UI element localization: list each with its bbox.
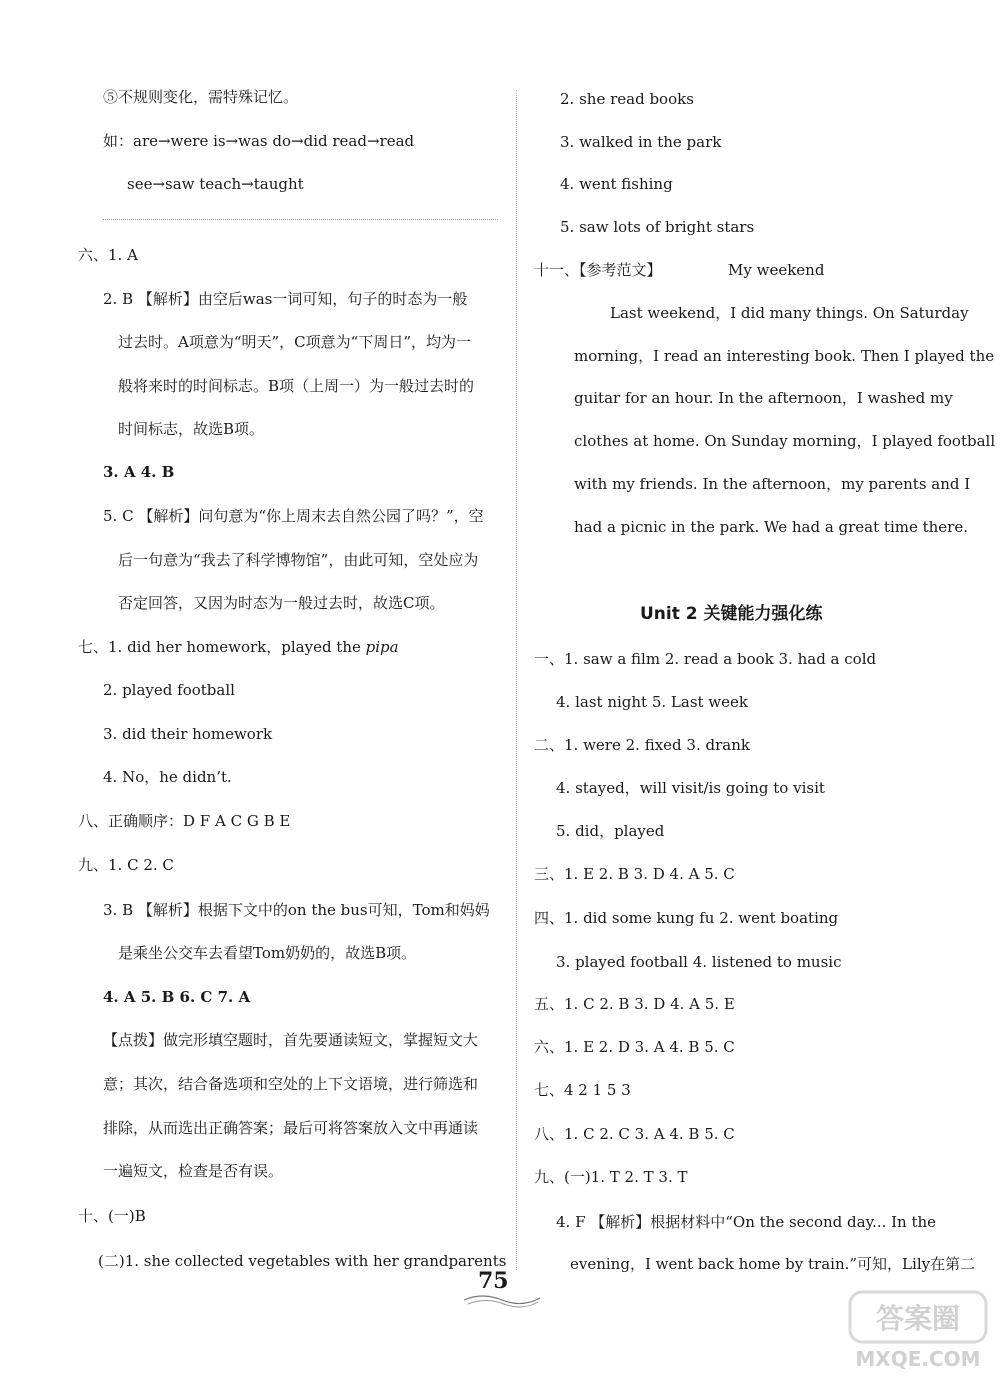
unit2-answer-4-cont: 3. played football 4. listened to music bbox=[556, 953, 842, 971]
unit2-answer-6: 六、1. E 2. D 3. A 4. B 5. C bbox=[534, 1038, 735, 1056]
unit2-answer-7: 七、4 2 1 5 3 bbox=[534, 1081, 631, 1099]
answer-6-2-cont: 时间标志，故选B项。 bbox=[118, 420, 265, 438]
unit2-answer-9-4-cont: evening，I went back home by train.”可知，Lily在第二 bbox=[570, 1255, 976, 1273]
unit2-answer-3: 三、1. E 2. B 3. D 4. A 5. C bbox=[534, 865, 735, 883]
answer-7-1-italic: pipa bbox=[365, 638, 399, 656]
answer-6-3-4: 3. A 4. B bbox=[103, 463, 175, 481]
tip-text-cont: 排除，从而选出正确答案；最后可将答案放入文中再通读 bbox=[103, 1119, 479, 1137]
essay-line: guitar for an hour. In the afternoon，I washed my bbox=[574, 389, 953, 407]
answer-9-4-7: 4. A 5. B 6. C 7. A bbox=[103, 988, 251, 1006]
wave-ornament-icon bbox=[462, 1290, 542, 1308]
answer-6-2: 2. B 【解析】由空后was一词可知，句子的时态为一般 bbox=[103, 290, 468, 308]
answer-6-1: 六、1. A bbox=[78, 246, 138, 264]
answer-7-3: 3. did their homework bbox=[103, 725, 273, 743]
unit2-answer-4: 四、1. did some kung fu 2. went boating bbox=[534, 909, 839, 927]
watermark-url: MXQE.COM bbox=[855, 1347, 981, 1371]
irregular-rule: ⑤不规则变化，需特殊记忆。 bbox=[103, 88, 299, 106]
unit2-answer-1: 一、1. saw a film 2. read a book 3. had a cold bbox=[534, 650, 877, 668]
essay-line: morning，I read an interesting book. Then I played the bbox=[574, 347, 995, 365]
answer-6-5-cont: 否定回答，又因为时态为一般过去时，故选C项。 bbox=[118, 594, 445, 612]
answer-7-1 bbox=[78, 636, 399, 658]
unit2-answer-2-cont: 4. stayed，will visit/is going to visit bbox=[556, 779, 825, 797]
answer-6-2-cont: 般将来时的时间标志。B项（上周一）为一般过去时的 bbox=[118, 377, 475, 395]
tip-text-cont: 一遍短文，检查是否有误。 bbox=[103, 1162, 284, 1180]
essay-line: had a picnic in the park. We had a great time there. bbox=[574, 518, 968, 536]
unit2-answer-9-4: 4. F 【解析】根据材料中“On the second day... In the bbox=[556, 1213, 937, 1231]
irregular-examples-2: see→saw teach→taught bbox=[127, 175, 304, 193]
answer-10-1: 十、(一)B bbox=[78, 1207, 146, 1225]
tip-text: 【点拨】做完形填空题时，首先要通读短文，掌握短文大 bbox=[103, 1031, 479, 1049]
answer-10-2-3: 3. walked in the park bbox=[560, 133, 722, 151]
answer-6-2-cont: 过去时。A项意为“明天”，C项意为“下周日”，均为一 bbox=[118, 333, 471, 351]
unit2-answer-9: 九、(一)1. T 2. T 3. T bbox=[534, 1168, 688, 1186]
answer-10-2-2: 2. she read books bbox=[560, 90, 694, 108]
sample-essay-title: My weekend bbox=[728, 261, 825, 279]
answer-10-2-5: 5. saw lots of bright stars bbox=[560, 218, 755, 236]
sample-essay-label: 十一、【参考范文】 bbox=[534, 261, 662, 279]
unit-heading: Unit 2 关键能力强化练 bbox=[640, 604, 823, 624]
answer-7-1-text: 七、1. did her homework，played the bbox=[78, 638, 366, 656]
answer-7-4: 4. No，he didn’t. bbox=[103, 768, 232, 786]
answer-9-3: 3. B 【解析】根据下文中的on the bus可知，Tom和妈妈 bbox=[103, 901, 490, 919]
answer-10-2: (二)1. she collected vegetables with her grandparents bbox=[98, 1252, 507, 1270]
watermark bbox=[848, 1290, 988, 1378]
essay-line: with my friends. In the afternoon，my parents and I bbox=[574, 475, 971, 493]
essay-line: Last weekend，I did many things. On Saturday bbox=[610, 304, 969, 322]
answer-8: 八、正确顺序：D F A C G B E bbox=[78, 812, 291, 830]
watermark-logo bbox=[848, 1290, 988, 1374]
unit2-answer-8: 八、1. C 2. C 3. A 4. B 5. C bbox=[534, 1125, 735, 1143]
unit2-answer-5: 五、1. C 2. B 3. D 4. A 5. E bbox=[534, 995, 735, 1013]
answer-9-3-cont: 是乘坐公交车去看望Tom奶奶的，故选B项。 bbox=[118, 944, 417, 962]
irregular-examples-1: 如：are→were is→was do→did read→read bbox=[103, 132, 415, 150]
section-divider bbox=[103, 219, 498, 220]
answer-10-2-4: 4. went fishing bbox=[560, 175, 673, 193]
essay-line: clothes at home. On Sunday morning，I played football bbox=[574, 432, 996, 450]
unit2-answer-2-cont: 5. did，played bbox=[556, 822, 665, 840]
answer-9-1-2: 九、1. C 2. C bbox=[78, 856, 174, 874]
unit2-answer-1-cont: 4. last night 5. Last week bbox=[556, 693, 748, 711]
watermark-logo-text: 答案圈 bbox=[875, 1302, 961, 1335]
answer-7-2: 2. played football bbox=[103, 681, 235, 699]
tip-text-cont: 意；其次，结合备选项和空处的上下文语境，进行筛选和 bbox=[103, 1075, 479, 1093]
answer-6-5-cont: 后一句意为“我去了科学博物馆”，由此可知，空处应为 bbox=[118, 551, 479, 569]
unit2-answer-2: 二、1. were 2. fixed 3. drank bbox=[534, 736, 750, 754]
page-number: 75 bbox=[478, 1268, 509, 1294]
column-divider bbox=[516, 90, 517, 1270]
answer-6-5: 5. C 【解析】问句意为“你上周末去自然公园了吗？”，空 bbox=[103, 507, 484, 525]
